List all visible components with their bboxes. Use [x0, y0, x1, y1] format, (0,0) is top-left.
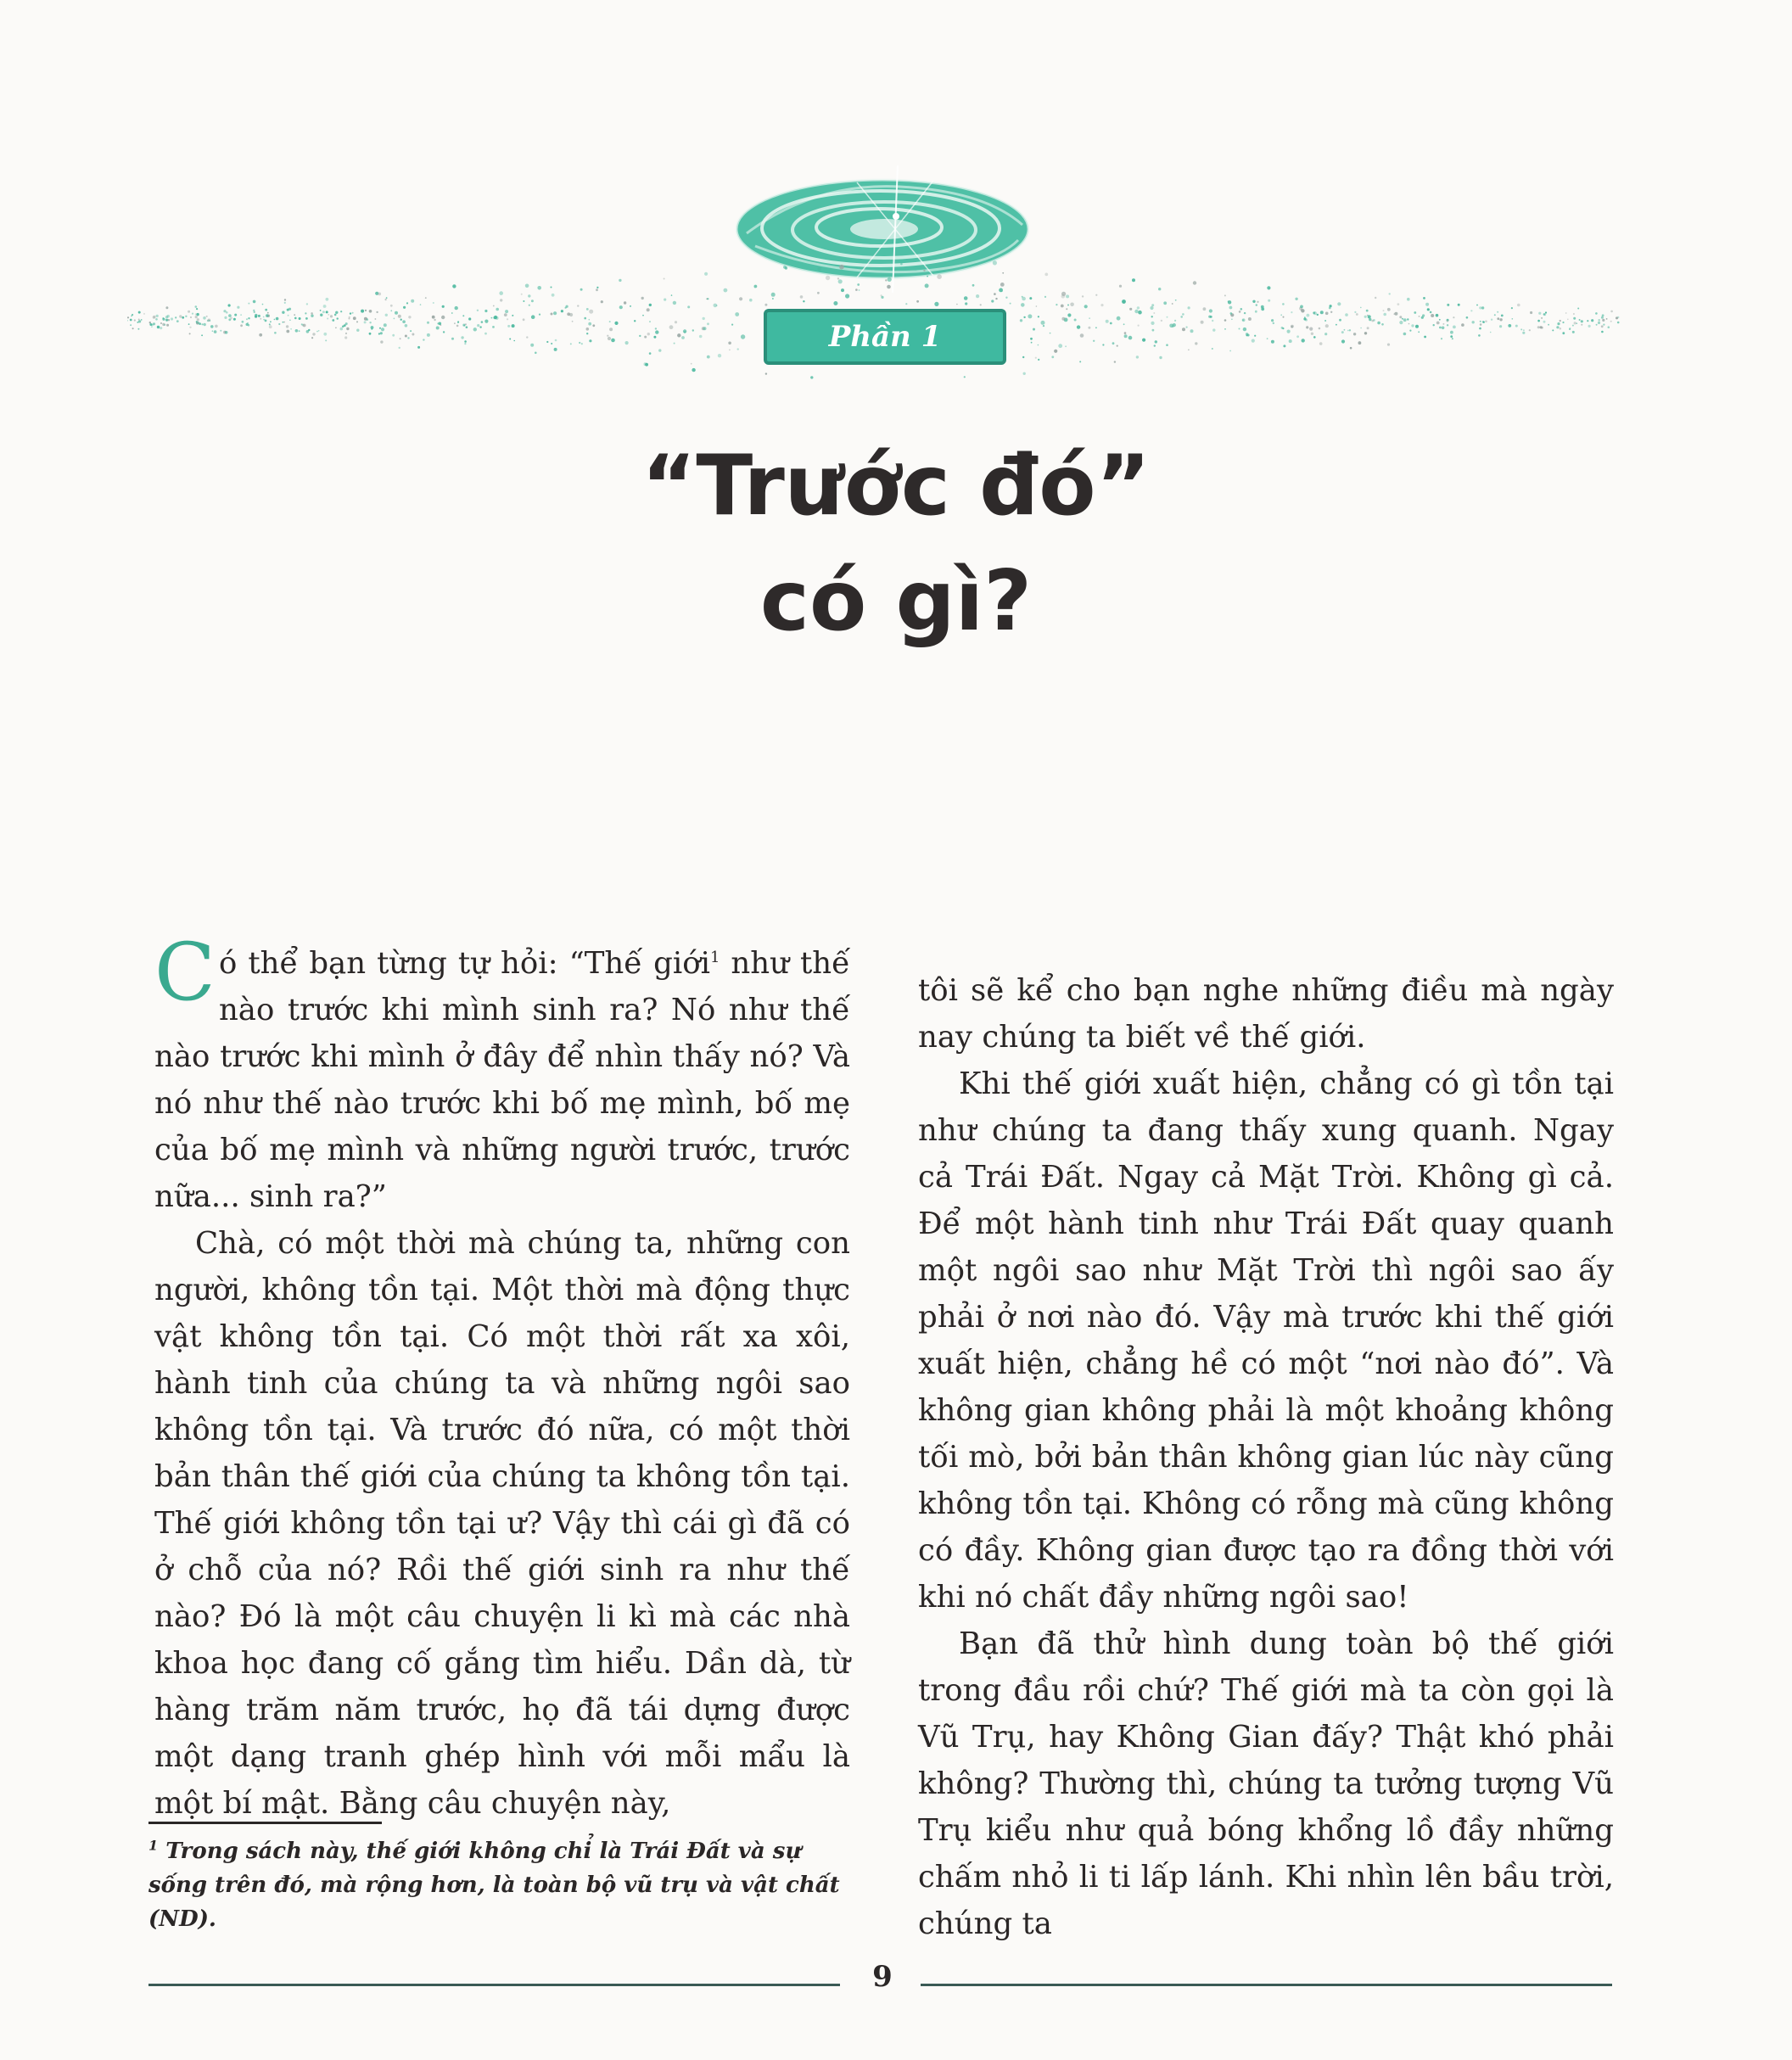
footnote-divider: [148, 1822, 382, 1824]
footer-rule-left: [148, 1984, 840, 1986]
paragraph-intro: [154, 926, 850, 1220]
footnote-text: Trong sách này, thế giới không chỉ là Trái Đất và sự sống trên đó, mà rộng hơn, là toàn bộ vũ trụ và vật chất (ND).: [148, 1839, 840, 1932]
part-label: Phần 1: [828, 320, 942, 354]
right-column: [918, 967, 1614, 1947]
chapter-title: [0, 428, 1792, 659]
footnote-reference: 1: [709, 949, 720, 967]
footnote-marker: 1: [148, 1837, 159, 1854]
intro-text-a: ó thể bạn từng tự hỏi: “Thế giới: [218, 946, 710, 981]
left-column: [154, 926, 850, 1827]
intro-text-b: như thế nào trước khi mình sinh ra? Nó như thế nào trước khi mình ở đây để nhìn thấy nó? Và nó như thế nào trước khi bố mẹ mình, bố mẹ của bố mẹ mình và những người trước, trước nữa... sinh ra?”: [154, 946, 850, 1214]
paragraph-2: Chà, có một thời mà chúng ta, những con người, không tồn tại. Một thời mà động thực vật không tồn tại. Có một thời rất xa xôi, hành tinh của chúng ta và những ngôi sao không tồn tại. Và trước đó nữa, có một thời bản thân thế giới của chúng ta không tồn tại. Thế giới không tồn tại ư? Vậy thì cái gì đã có ở chỗ của nó? Rồi thế giới sinh ra như thế nào? Đó là một câu chuyện li kì mà các nhà khoa học đang cố gắng tìm hiểu. Dần dà, từ hàng trăm năm trước, họ đã tái dựng được một dạng tranh ghép hình với mỗi mẩu là một bí mật. Bằng câu chuyện này,: [154, 1226, 850, 1821]
footer-rule-right: [921, 1984, 1612, 1986]
paragraph-4: Bạn đã thử hình dung toàn bộ thế giới trong đầu rồi chứ? Thế giới mà ta còn gọi là Vũ Trụ, hay Không Gian đấy? Thật khó phải không? Thường thì, chúng ta tưởng tượng Vũ Trụ kiểu như quả bóng khổng lồ đầy những chấm nhỏ li ti lấp lánh. Khi nhìn lên bầu trời, chúng ta: [918, 1626, 1614, 1941]
paragraph-continued: tôi sẽ kể cho bạn nghe những điều mà ngày nay chúng ta biết về thế giới.: [918, 973, 1614, 1055]
chapter-title-line-1: “Trước đó”: [641, 438, 1151, 535]
paragraph-3: Khi thế giới xuất hiện, chẳng có gì tồn tại như chúng ta đang thấy xung quanh. Ngay cả Trái Đất. Ngay cả Mặt Trời. Không gì cả. Để một hành tinh như Trái Đất quay quanh một ngôi sao như Mặt Trời thì ngôi sao ấy phải ở nơi nào đó. Vậy mà trước khi thế giới xuất hiện, chẳng hề có một “nơi nào đó”. Và không gian không phải là một khoảng không tối mò, bởi bản thân không gian lúc này cũng không tồn tại. Không có rỗng mà cũng không có đầy. Không gian được tạo ra đồng thời với khi nó chất đầy những ngôi sao!: [918, 1066, 1614, 1615]
part-badge: [764, 309, 1006, 365]
chapter-title-line-2: có gì?: [759, 553, 1033, 650]
footnote: [148, 1834, 844, 1936]
page-number: 9: [872, 1960, 893, 1994]
dropcap: C: [154, 926, 216, 1019]
